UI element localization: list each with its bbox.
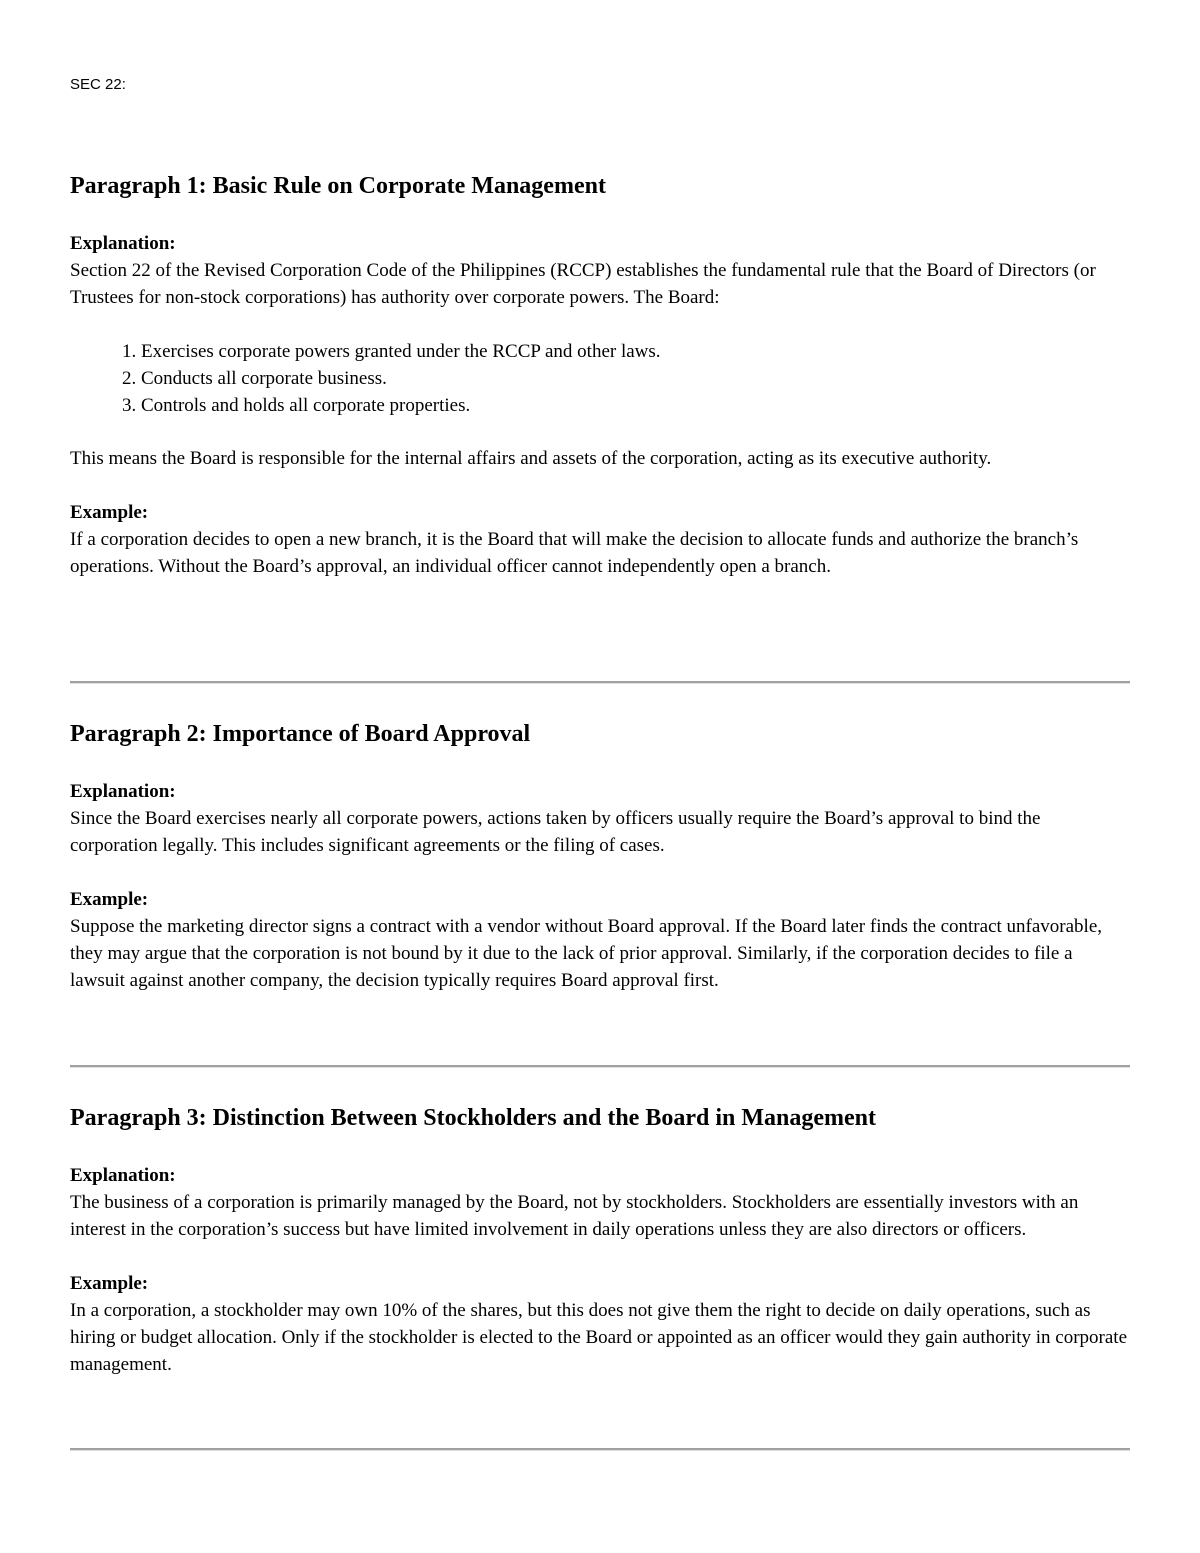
list-item: 3. Controls and holds all corporate properties.	[141, 392, 1130, 419]
paragraph-1-explanation-label: Explanation:	[70, 233, 176, 254]
paragraph-2-explanation: Since the Board exercises nearly all corporate powers, actions taken by officers usually require the Board’s approval to bind the corporation legally. This includes significant agreements or the filing of cases.	[70, 808, 1041, 856]
paragraph-3-explanation: The business of a corporation is primarily managed by the Board, not by stockholders. Stockholders are essentially investors with an interest in the corporation’s success but have limited involvement in daily operations unless they are also directors or officers.	[70, 1192, 1079, 1240]
list-item: 1. Exercises corporate powers granted under the RCCP and other laws.	[141, 338, 1130, 365]
paragraph-2-section	[70, 720, 1130, 994]
paragraph-1-explanation-summary: This means the Board is responsible for the internal affairs and assets of the corporation, acting as its executive authority.	[70, 448, 992, 469]
list-item: 2. Conducts all corporate business.	[141, 365, 1130, 392]
section-divider	[70, 681, 1130, 684]
paragraph-1-title: Paragraph 1: Basic Rule on Corporate Management	[70, 173, 606, 199]
section-divider	[70, 1448, 1130, 1451]
paragraph-3-title: Paragraph 3: Distinction Between Stockholders and the Board in Management	[70, 1105, 876, 1131]
section-number-label: SEC 22:	[70, 76, 126, 93]
section-divider	[70, 1065, 1130, 1068]
paragraph-1-board-powers-list	[70, 338, 1130, 419]
paragraph-3-example-label: Example:	[70, 1273, 149, 1294]
paragraph-2-explanation-label: Explanation:	[70, 781, 176, 802]
paragraph-2-example: Suppose the marketing director signs a contract with a vendor without Board approval. If the Board later finds the contract unfavorable, they may argue that the corporation is not bound by it due to the lack of prior approval. Similarly, if the corporation decides to file a lawsuit against another company, the decision typically requires Board approval first.	[70, 916, 1103, 991]
paragraph-1-example-label: Example:	[70, 502, 149, 523]
paragraph-1-example: If a corporation decides to open a new branch, it is the Board that will make the decision to allocate funds and authorize the branch’s operations. Without the Board’s approval, an individual officer cannot independently open a branch.	[70, 529, 1079, 577]
paragraph-3-section	[70, 1104, 1130, 1378]
paragraph-1-section	[70, 172, 1130, 580]
paragraph-3-example: In a corporation, a stockholder may own 10% of the shares, but this does not give them the right to decide on daily operations, such as hiring or budget allocation. Only if the stockholder is elected to the Board or appointed as an officer would they gain authority in corporate management.	[70, 1300, 1128, 1375]
paragraph-1-explanation: Section 22 of the Revised Corporation Code of the Philippines (RCCP) establishes the fundamental rule that the Board of Directors (or Trustees for non-stock corporations) has authority over corporate powers. The Board:	[70, 260, 1096, 308]
paragraph-2-title: Paragraph 2: Importance of Board Approval	[70, 721, 531, 747]
paragraph-2-example-label: Example:	[70, 889, 149, 910]
paragraph-3-explanation-label: Explanation:	[70, 1165, 176, 1186]
